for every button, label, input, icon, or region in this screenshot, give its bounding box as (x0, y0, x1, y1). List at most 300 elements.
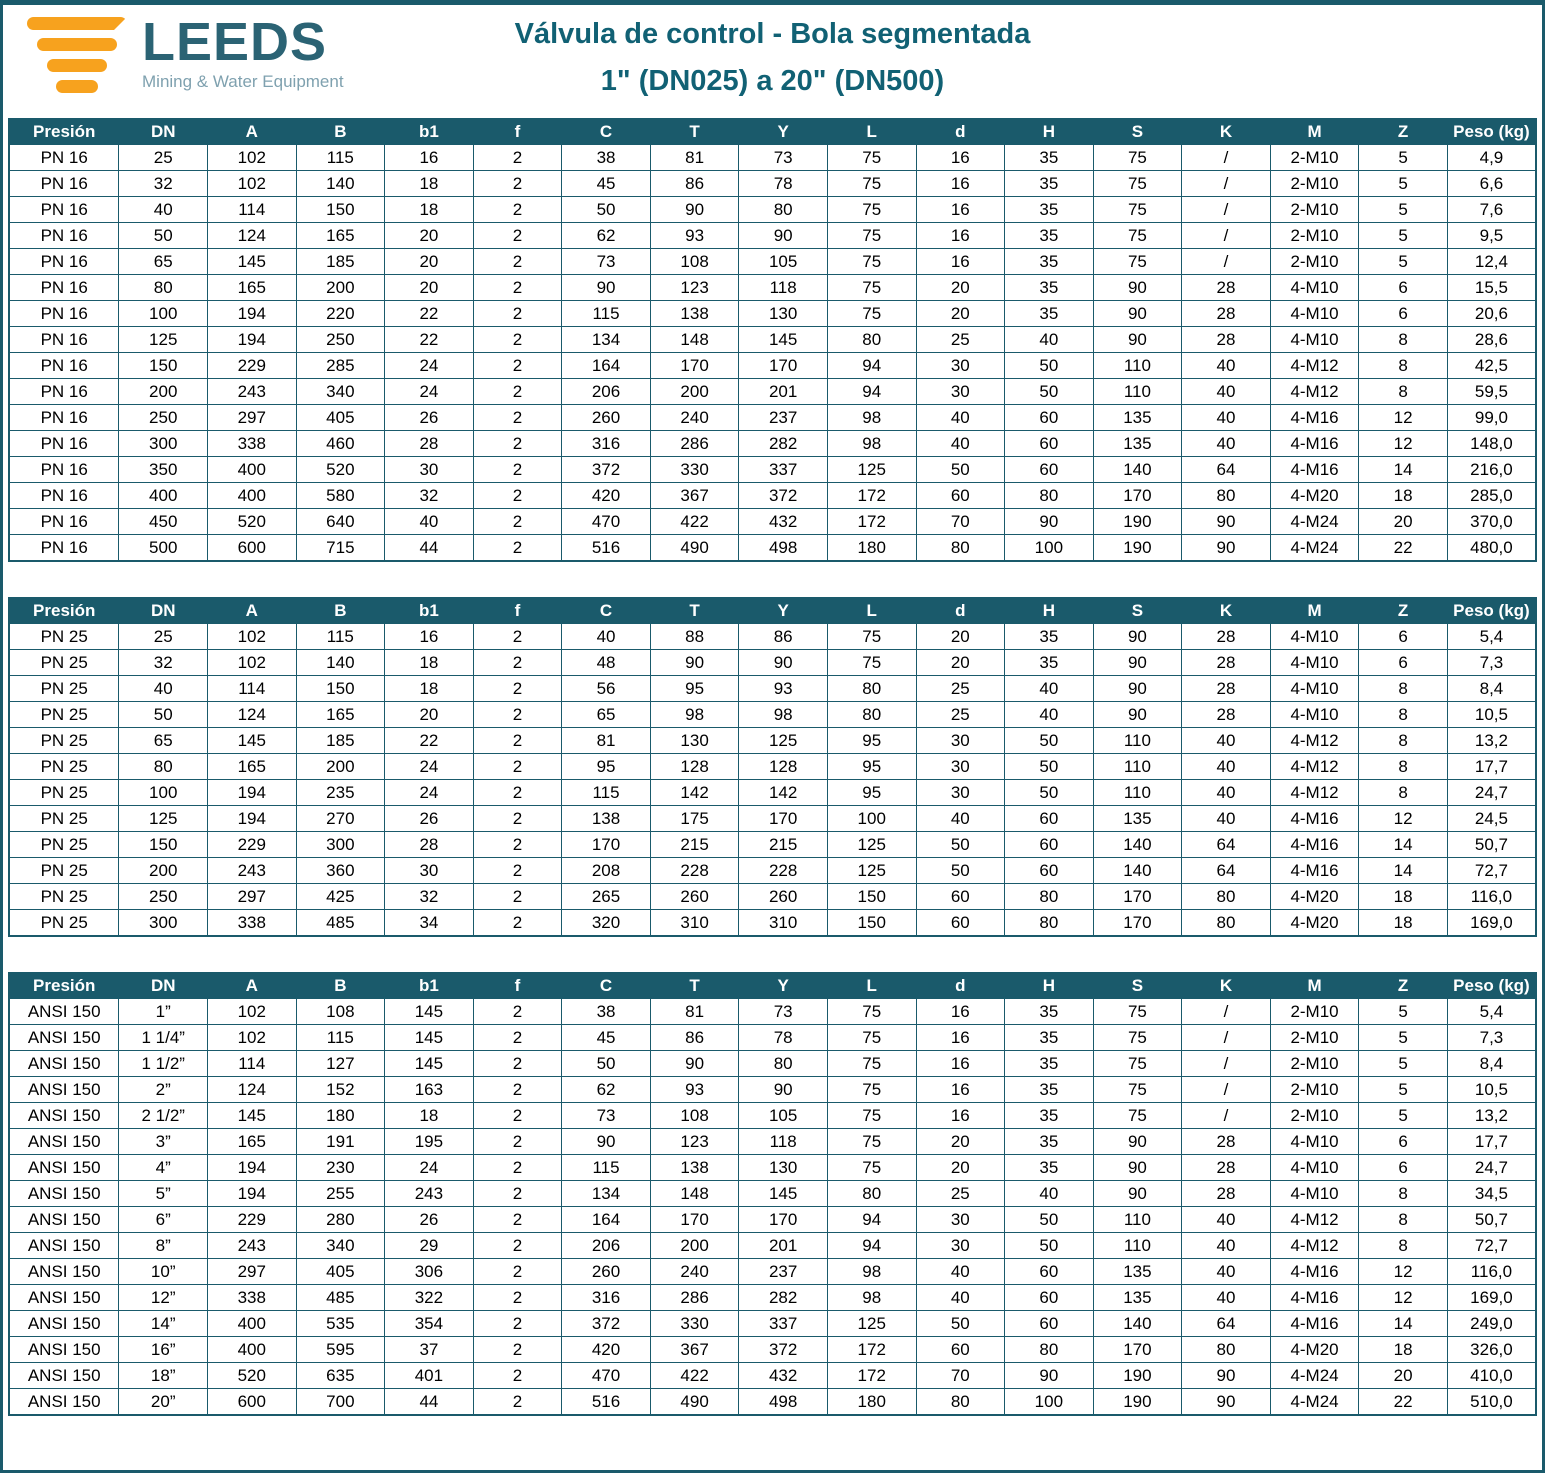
value-cell: 80 (1182, 1337, 1271, 1363)
value-cell: 60 (1005, 431, 1094, 457)
value-cell: 98 (650, 702, 739, 728)
value-cell: / (1182, 999, 1271, 1025)
value-cell: 2-M10 (1270, 1051, 1359, 1077)
value-cell: 28 (1182, 1181, 1271, 1207)
value-cell: 50,7 (1447, 832, 1536, 858)
table-row (9, 457, 1536, 483)
table-row (9, 1051, 1536, 1077)
value-cell: 485 (296, 1285, 385, 1311)
value-cell: 29 (385, 1233, 474, 1259)
value-cell: 73 (562, 249, 651, 275)
value-cell: 50 (1005, 780, 1094, 806)
value-cell: 6 (1359, 650, 1448, 676)
value-cell: 95 (650, 676, 739, 702)
value-cell: 170 (650, 1207, 739, 1233)
value-cell: 715 (296, 535, 385, 562)
value-cell: 86 (739, 624, 828, 650)
value-cell: 90 (1093, 676, 1182, 702)
value-cell: 26 (385, 405, 474, 431)
column-header-y: Y (739, 598, 828, 624)
pressure-cell: ANSI 150 (9, 1181, 119, 1207)
value-cell: 28 (1182, 650, 1271, 676)
table-row (9, 1077, 1536, 1103)
value-cell: 30 (916, 728, 1005, 754)
value-cell: 401 (385, 1363, 474, 1389)
column-header-presi-n: Presión (9, 973, 119, 999)
value-cell: 135 (1093, 806, 1182, 832)
value-cell: 310 (739, 910, 828, 937)
value-cell: 190 (1093, 509, 1182, 535)
value-cell: 400 (208, 457, 297, 483)
value-cell: 8 (1359, 353, 1448, 379)
value-cell: 135 (1093, 1285, 1182, 1311)
column-header-dn: DN (119, 119, 208, 145)
value-cell: 243 (385, 1181, 474, 1207)
column-header-d: d (916, 119, 1005, 145)
value-cell: 50 (562, 1051, 651, 1077)
value-cell: 520 (208, 1363, 297, 1389)
value-cell: 297 (208, 884, 297, 910)
value-cell: 140 (1093, 858, 1182, 884)
value-cell: 170 (562, 832, 651, 858)
value-cell: 229 (208, 832, 297, 858)
value-cell: 20 (1359, 1363, 1448, 1389)
value-cell: 2” (119, 1077, 208, 1103)
value-cell: 372 (562, 1311, 651, 1337)
value-cell: 20 (385, 223, 474, 249)
value-cell: 100 (119, 780, 208, 806)
value-cell: 1 1/2” (119, 1051, 208, 1077)
value-cell: 15,5 (1447, 275, 1536, 301)
value-cell: 2 (473, 832, 562, 858)
value-cell: 60 (1005, 405, 1094, 431)
value-cell: 22 (1359, 535, 1448, 562)
value-cell: 35 (1005, 624, 1094, 650)
pressure-cell: PN 16 (9, 379, 119, 405)
value-cell: 243 (208, 1233, 297, 1259)
value-cell: 5 (1359, 223, 1448, 249)
value-cell: 12 (1359, 431, 1448, 457)
value-cell: 75 (827, 275, 916, 301)
value-cell: 150 (296, 197, 385, 223)
value-cell: 265 (562, 884, 651, 910)
value-cell: / (1182, 249, 1271, 275)
value-cell: 75 (827, 301, 916, 327)
value-cell: 2 (473, 379, 562, 405)
value-cell: 35 (1005, 171, 1094, 197)
value-cell: 4-M24 (1270, 509, 1359, 535)
value-cell: 338 (208, 1285, 297, 1311)
column-header-b1: b1 (385, 598, 474, 624)
value-cell: 30 (385, 457, 474, 483)
value-cell: 2 (473, 1181, 562, 1207)
value-cell: 200 (650, 379, 739, 405)
value-cell: 2-M10 (1270, 1025, 1359, 1051)
column-header-m: M (1270, 973, 1359, 999)
value-cell: 237 (739, 405, 828, 431)
value-cell: 118 (739, 275, 828, 301)
value-cell: 185 (296, 728, 385, 754)
value-cell: 102 (208, 650, 297, 676)
value-cell: 105 (739, 249, 828, 275)
value-cell: 110 (1093, 1207, 1182, 1233)
value-cell: 4-M12 (1270, 754, 1359, 780)
value-cell: 280 (296, 1207, 385, 1233)
value-cell: 75 (827, 1051, 916, 1077)
table-row (9, 301, 1536, 327)
value-cell: 75 (1093, 1025, 1182, 1051)
value-cell: 40 (1182, 1233, 1271, 1259)
value-cell: 338 (208, 431, 297, 457)
value-cell: 200 (296, 275, 385, 301)
value-cell: 14 (1359, 1311, 1448, 1337)
value-cell: 16 (916, 171, 1005, 197)
value-cell: 35 (1005, 1077, 1094, 1103)
value-cell: 45 (562, 1025, 651, 1051)
document-header (8, 5, 1537, 118)
value-cell: 432 (739, 509, 828, 535)
value-cell: 70 (916, 509, 1005, 535)
value-cell: 4-M24 (1270, 535, 1359, 562)
value-cell: 4-M10 (1270, 1181, 1359, 1207)
table-row (9, 327, 1536, 353)
value-cell: 4” (119, 1155, 208, 1181)
table-row (9, 884, 1536, 910)
value-cell: 498 (739, 1389, 828, 1416)
value-cell: 6” (119, 1207, 208, 1233)
value-cell: 190 (1093, 1389, 1182, 1416)
pressure-cell: PN 25 (9, 806, 119, 832)
value-cell: 206 (562, 1233, 651, 1259)
value-cell: 175 (650, 806, 739, 832)
value-cell: 90 (1182, 1389, 1271, 1416)
value-cell: 194 (208, 1155, 297, 1181)
column-header-l: L (827, 119, 916, 145)
table-row (9, 1389, 1536, 1416)
value-cell: 28 (1182, 275, 1271, 301)
value-cell: 80 (1005, 483, 1094, 509)
value-cell: 170 (739, 353, 828, 379)
value-cell: 80 (827, 676, 916, 702)
value-cell: 135 (1093, 1259, 1182, 1285)
value-cell: 14” (119, 1311, 208, 1337)
column-header-f: f (473, 598, 562, 624)
value-cell: 18 (385, 650, 474, 676)
value-cell: 60 (1005, 832, 1094, 858)
value-cell: / (1182, 1025, 1271, 1051)
column-header-row (9, 973, 1536, 999)
value-cell: 150 (119, 353, 208, 379)
column-header-b1: b1 (385, 973, 474, 999)
value-cell: 28 (385, 431, 474, 457)
table-row (9, 197, 1536, 223)
value-cell: 16” (119, 1337, 208, 1363)
value-cell: 18 (385, 197, 474, 223)
value-cell: 190 (1093, 1363, 1182, 1389)
value-cell: 4-M20 (1270, 1337, 1359, 1363)
value-cell: 255 (296, 1181, 385, 1207)
value-cell: / (1182, 223, 1271, 249)
value-cell: 140 (296, 650, 385, 676)
value-cell: 520 (208, 509, 297, 535)
column-header-b: B (296, 973, 385, 999)
value-cell: 4-M16 (1270, 431, 1359, 457)
value-cell: 81 (650, 145, 739, 171)
value-cell: 50 (1005, 728, 1094, 754)
column-header-c: C (562, 973, 651, 999)
value-cell: 354 (385, 1311, 474, 1337)
value-cell: 4-M10 (1270, 1155, 1359, 1181)
value-cell: 75 (827, 223, 916, 249)
column-header-peso-kg: Peso (kg) (1447, 119, 1536, 145)
value-cell: 300 (119, 910, 208, 937)
value-cell: 90 (1093, 1129, 1182, 1155)
value-cell: 75 (1093, 145, 1182, 171)
value-cell: 330 (650, 457, 739, 483)
value-cell: 20,6 (1447, 301, 1536, 327)
value-cell: 148 (650, 1181, 739, 1207)
value-cell: 215 (650, 832, 739, 858)
value-cell: 286 (650, 1285, 739, 1311)
table-row (9, 1103, 1536, 1129)
value-cell: 30 (916, 780, 1005, 806)
value-cell: 8” (119, 1233, 208, 1259)
value-cell: 4-M12 (1270, 780, 1359, 806)
logo-tagline: Mining & Water Equipment (142, 72, 344, 91)
value-cell: 16 (916, 145, 1005, 171)
value-cell: 185 (296, 249, 385, 275)
value-cell: 194 (208, 327, 297, 353)
value-cell: 115 (562, 301, 651, 327)
value-cell: 100 (1005, 535, 1094, 562)
value-cell: 4-M16 (1270, 1259, 1359, 1285)
column-header-d: d (916, 598, 1005, 624)
value-cell: / (1182, 145, 1271, 171)
value-cell: 194 (208, 780, 297, 806)
pressure-cell: PN 25 (9, 884, 119, 910)
column-header-h: H (1005, 119, 1094, 145)
value-cell: 200 (119, 858, 208, 884)
value-cell: 75 (827, 197, 916, 223)
value-cell: 90 (1182, 1363, 1271, 1389)
value-cell: 124 (208, 702, 297, 728)
column-header-s: S (1093, 119, 1182, 145)
value-cell: 64 (1182, 832, 1271, 858)
value-cell: 580 (296, 483, 385, 509)
value-cell: 600 (208, 1389, 297, 1416)
value-cell: 90 (1005, 1363, 1094, 1389)
pressure-cell: ANSI 150 (9, 1363, 119, 1389)
value-cell: 100 (119, 301, 208, 327)
value-cell: 110 (1093, 353, 1182, 379)
value-cell: 490 (650, 1389, 739, 1416)
table-row (9, 754, 1536, 780)
value-cell: 50 (1005, 379, 1094, 405)
pressure-cell: PN 25 (9, 858, 119, 884)
value-cell: 2 (473, 405, 562, 431)
value-cell: 26 (385, 1207, 474, 1233)
value-cell: 8 (1359, 1233, 1448, 1259)
value-cell: 400 (208, 1311, 297, 1337)
value-cell: 93 (650, 1077, 739, 1103)
value-cell: 40 (119, 676, 208, 702)
table-row (9, 806, 1536, 832)
value-cell: 2 (473, 1389, 562, 1416)
column-header-s: S (1093, 973, 1182, 999)
value-cell: 75 (827, 1077, 916, 1103)
value-cell: 2-M10 (1270, 145, 1359, 171)
value-cell: 88 (650, 624, 739, 650)
value-cell: 98 (827, 431, 916, 457)
value-cell: 2 (473, 884, 562, 910)
value-cell: 165 (208, 754, 297, 780)
value-cell: 28 (1182, 702, 1271, 728)
value-cell: 150 (827, 884, 916, 910)
value-cell: 24 (385, 780, 474, 806)
value-cell: 20 (916, 1155, 1005, 1181)
value-cell: 110 (1093, 728, 1182, 754)
value-cell: 215 (739, 832, 828, 858)
value-cell: 22 (385, 301, 474, 327)
value-cell: 230 (296, 1155, 385, 1181)
value-cell: 2 (473, 999, 562, 1025)
pressure-cell: PN 25 (9, 624, 119, 650)
value-cell: 194 (208, 301, 297, 327)
value-cell: 4-M16 (1270, 806, 1359, 832)
value-cell: / (1182, 1077, 1271, 1103)
column-header-a: A (208, 973, 297, 999)
value-cell: 2-M10 (1270, 171, 1359, 197)
value-cell: 229 (208, 353, 297, 379)
value-cell: 80 (1005, 884, 1094, 910)
value-cell: 125 (827, 1311, 916, 1337)
value-cell: 4-M10 (1270, 275, 1359, 301)
value-cell: 337 (739, 1311, 828, 1337)
pressure-cell: ANSI 150 (9, 1311, 119, 1337)
value-cell: 498 (739, 535, 828, 562)
pressure-cell: PN 16 (9, 353, 119, 379)
document-title-line2: 1" (DN025) a 20" (DN500) (600, 65, 945, 97)
value-cell: 190 (1093, 535, 1182, 562)
value-cell: 172 (827, 1337, 916, 1363)
column-header-y: Y (739, 119, 828, 145)
value-cell: 72,7 (1447, 1233, 1536, 1259)
value-cell: 98 (739, 702, 828, 728)
value-cell: 45 (562, 171, 651, 197)
table-row (9, 1025, 1536, 1051)
value-cell: 124 (208, 1077, 297, 1103)
value-cell: 4-M16 (1270, 1285, 1359, 1311)
value-cell: 50 (1005, 754, 1094, 780)
value-cell: 40 (1182, 353, 1271, 379)
value-cell: 145 (208, 249, 297, 275)
value-cell: 140 (1093, 832, 1182, 858)
value-cell: 30 (916, 754, 1005, 780)
value-cell: 90 (1093, 1181, 1182, 1207)
value-cell: 250 (296, 327, 385, 353)
value-cell: 123 (650, 275, 739, 301)
value-cell: 8 (1359, 728, 1448, 754)
value-cell: 25 (916, 702, 1005, 728)
value-cell: 145 (739, 1181, 828, 1207)
value-cell: 75 (827, 145, 916, 171)
value-cell: 99,0 (1447, 405, 1536, 431)
column-header-peso-kg: Peso (kg) (1447, 598, 1536, 624)
pressure-cell: PN 25 (9, 754, 119, 780)
value-cell: 8,4 (1447, 676, 1536, 702)
value-cell: 180 (827, 1389, 916, 1416)
value-cell: / (1182, 197, 1271, 223)
value-cell: 125 (827, 457, 916, 483)
value-cell: 338 (208, 910, 297, 937)
value-cell: 172 (827, 509, 916, 535)
value-cell: 35 (1005, 145, 1094, 171)
value-cell: 4-M16 (1270, 405, 1359, 431)
value-cell: 28 (1182, 676, 1271, 702)
value-cell: 40 (1182, 754, 1271, 780)
value-cell: 30 (916, 1233, 1005, 1259)
value-cell: 170 (739, 806, 828, 832)
value-cell: 285 (296, 353, 385, 379)
value-cell: 2 1/2” (119, 1103, 208, 1129)
value-cell: 635 (296, 1363, 385, 1389)
column-header-peso-kg: Peso (kg) (1447, 973, 1536, 999)
column-header-z: Z (1359, 973, 1448, 999)
table-row (9, 780, 1536, 806)
value-cell: 16 (916, 1051, 1005, 1077)
value-cell: 90 (739, 650, 828, 676)
value-cell: 16 (916, 197, 1005, 223)
value-cell: 4-M12 (1270, 728, 1359, 754)
value-cell: 2 (473, 676, 562, 702)
value-cell: 201 (739, 1233, 828, 1259)
value-cell: 6 (1359, 301, 1448, 327)
value-cell: 4-M10 (1270, 676, 1359, 702)
value-cell: 95 (827, 780, 916, 806)
value-cell: 50 (562, 197, 651, 223)
value-cell: 50 (1005, 1207, 1094, 1233)
value-cell: 64 (1182, 858, 1271, 884)
value-cell: 90 (1182, 535, 1271, 562)
value-cell: 65 (119, 249, 208, 275)
value-cell: 70 (916, 1363, 1005, 1389)
value-cell: 516 (562, 1389, 651, 1416)
value-cell: 300 (119, 431, 208, 457)
value-cell: 28 (1182, 301, 1271, 327)
value-cell: 60 (916, 910, 1005, 937)
value-cell: 115 (562, 780, 651, 806)
value-cell: 110 (1093, 780, 1182, 806)
value-cell: 170 (1093, 1337, 1182, 1363)
value-cell: 18 (1359, 910, 1448, 937)
value-cell: 8 (1359, 754, 1448, 780)
table-row (9, 1207, 1536, 1233)
value-cell: 170 (1093, 884, 1182, 910)
column-header-s: S (1093, 598, 1182, 624)
value-cell: 310 (650, 910, 739, 937)
value-cell: 16 (385, 624, 474, 650)
value-cell: 16 (916, 999, 1005, 1025)
value-cell: 125 (827, 832, 916, 858)
value-cell: 50 (119, 702, 208, 728)
value-cell: 520 (296, 457, 385, 483)
value-cell: 220 (296, 301, 385, 327)
value-cell: 700 (296, 1389, 385, 1416)
value-cell: 500 (119, 535, 208, 562)
value-cell: / (1182, 1051, 1271, 1077)
pressure-cell: PN 16 (9, 509, 119, 535)
value-cell: 260 (650, 884, 739, 910)
